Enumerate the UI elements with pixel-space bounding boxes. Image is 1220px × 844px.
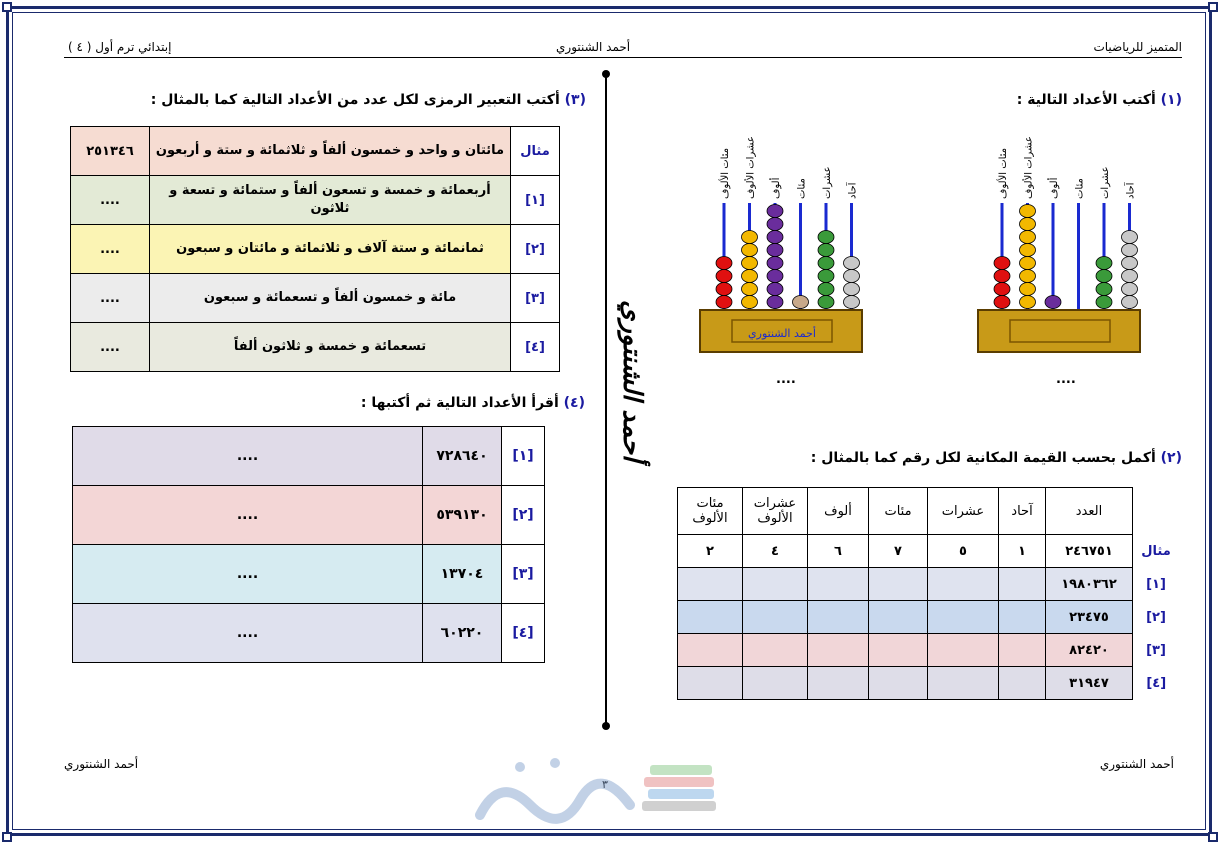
abacus-bead <box>818 270 834 283</box>
abacus-bead <box>742 296 758 309</box>
abacus-bead <box>767 218 783 231</box>
abacus-bead <box>1096 257 1112 270</box>
abacus-bead <box>767 205 783 218</box>
place-value-cell[interactable] <box>869 667 928 700</box>
abacus-bead <box>994 296 1010 309</box>
place-value-cell[interactable]: ٤ <box>743 535 808 568</box>
abacus-bead <box>1122 257 1138 270</box>
abacus-bead <box>742 257 758 270</box>
number-cell: ٧٢٨٦٤٠ <box>423 427 502 486</box>
abacus-bead <box>767 231 783 244</box>
table-row <box>71 225 560 274</box>
answer-cell[interactable]: .... <box>73 545 423 604</box>
number-words-cell: أربعمائة و خمسة و تسعون ألفاً و ستمائة و تسعة و ثلاثون <box>150 176 511 225</box>
abacus-bead <box>844 270 860 283</box>
header-left: ( ٤ ) إبتدائي ترم أول <box>68 40 172 54</box>
abacus-bead <box>1122 270 1138 283</box>
place-value-cell[interactable] <box>869 634 928 667</box>
footer-right: أحمد الشنتوري <box>1099 757 1174 771</box>
abacus-bead <box>818 283 834 296</box>
table-row <box>71 323 560 372</box>
abacus-bead <box>994 283 1010 296</box>
abacus-bead <box>742 244 758 257</box>
q3-text: أكتب التعبير الرمزى لكل عدد من الأعداد التالية كما بالمثال : <box>150 92 560 108</box>
abacus-bead <box>1020 244 1036 257</box>
q2-title <box>811 450 1182 466</box>
place-value-cell[interactable]: ٢ <box>678 535 743 568</box>
place-value-cell[interactable] <box>678 634 743 667</box>
q1-number: (١) <box>1160 92 1182 108</box>
table-row <box>71 274 560 323</box>
books-logo-watermark <box>460 745 730 830</box>
place-value-cell[interactable] <box>808 667 869 700</box>
page-number: ٣ <box>602 778 608 791</box>
row-label: [٤] <box>502 604 545 663</box>
abacus-bead <box>1020 283 1036 296</box>
place-value-cell[interactable] <box>869 568 928 601</box>
abacus-bead <box>767 270 783 283</box>
abacus-bead <box>1020 257 1036 270</box>
row-label: [١] <box>502 427 545 486</box>
answer-cell[interactable]: .... <box>71 274 150 323</box>
row-label: [١] <box>1146 576 1166 592</box>
answer-cell[interactable]: .... <box>71 225 150 274</box>
abacus-bead <box>844 283 860 296</box>
answer-cell[interactable]: .... <box>71 176 150 225</box>
place-value-cell[interactable] <box>743 601 808 634</box>
place-value-header: عشرات <box>928 488 999 535</box>
place-value-header: آحاد <box>999 488 1046 535</box>
abacus-bead <box>767 244 783 257</box>
frame-corner <box>2 832 12 842</box>
table-row <box>678 667 1180 700</box>
abacus-bead <box>1020 218 1036 231</box>
row-label: [٣] <box>502 545 545 604</box>
place-value-cell[interactable] <box>808 568 869 601</box>
row-label: [١] <box>511 176 560 225</box>
place-value-cell[interactable] <box>678 601 743 634</box>
q4-title <box>300 395 585 411</box>
abacus-rod-label: مئات <box>1074 178 1086 199</box>
answer-cell[interactable]: ٢٥١٣٤٦ <box>71 127 150 176</box>
q4-number: (٤) <box>563 395 585 411</box>
divider-dot-bottom <box>602 722 610 730</box>
abacus-bead <box>994 257 1010 270</box>
abacus-bead <box>1122 231 1138 244</box>
q1-answer-left[interactable]: .... <box>776 372 796 387</box>
row-label: مثال <box>511 127 560 176</box>
abacus-rod-label: ألوف <box>771 177 782 199</box>
place-value-cell[interactable]: ٦ <box>808 535 869 568</box>
place-value-cell[interactable] <box>999 568 1046 601</box>
place-value-cell[interactable]: ٥ <box>928 535 999 568</box>
q1-answer-right[interactable]: .... <box>1056 372 1076 387</box>
abacus-rod-label: ألوف <box>1049 177 1060 199</box>
abacus-rod-label: عشرات الألوف <box>745 136 757 199</box>
header-rule <box>64 57 1182 58</box>
header-center: أحمد الشنتوري <box>556 40 631 54</box>
q2-text: أكمل بحسب القيمة المكانية لكل رقم كما بالمثال : <box>810 450 1156 466</box>
place-value-header: ألوف <box>808 488 869 535</box>
abacus-rod-label: مئات الألوف <box>998 147 1009 199</box>
number-cell: ٦٠٢٢٠ <box>423 604 502 663</box>
row-label: [٢] <box>1146 609 1166 625</box>
place-value-cell[interactable] <box>743 634 808 667</box>
abacus-bead <box>1096 296 1112 309</box>
frame-corner <box>1208 832 1218 842</box>
answer-cell[interactable]: .... <box>71 323 150 372</box>
abacus-rod-label: آحاد <box>1125 182 1137 199</box>
place-value-cell[interactable] <box>743 568 808 601</box>
abacus-bead <box>742 270 758 283</box>
abacus-bead <box>716 270 732 283</box>
place-value-cell[interactable] <box>808 601 869 634</box>
number-words-cell: ثمانمائة و ستة آلاف و ثلاثمائة و مائتان و سبعون <box>150 225 511 274</box>
vertical-author-name: أحمد الشنتوري <box>617 300 647 462</box>
abacus-bead <box>818 257 834 270</box>
abacus-bead <box>1020 205 1036 218</box>
q2-number: (٢) <box>1160 450 1182 466</box>
place-value-header: العدد <box>1046 488 1133 535</box>
abacus-rod-label: آحاد <box>847 182 859 199</box>
place-value-number: ٣١٩٤٧ <box>1046 667 1133 700</box>
answer-cell[interactable]: .... <box>73 486 423 545</box>
abacus-bead <box>1020 296 1036 309</box>
abacus-bead <box>767 283 783 296</box>
place-value-cell[interactable] <box>999 667 1046 700</box>
abacus-rod-label: مئات الألوف <box>720 147 731 199</box>
place-value-header-spacer <box>1133 488 1180 535</box>
place-value-cell[interactable] <box>678 667 743 700</box>
abacus-bead <box>742 283 758 296</box>
abacus-rod-label: مئات <box>796 178 808 199</box>
place-value-cell[interactable] <box>678 568 743 601</box>
place-value-cell[interactable] <box>869 601 928 634</box>
abacus-bead <box>716 283 732 296</box>
place-value-number: ١٩٨٠٣٦٢ <box>1046 568 1133 601</box>
abacus-bead <box>716 257 732 270</box>
place-value-header: عشرات الألوف <box>743 488 808 535</box>
number-words-cell: تسعمائة و خمسة و ثلاثون ألفاً <box>150 323 511 372</box>
number-cell: ٥٣٩١٣٠ <box>423 486 502 545</box>
place-value-cell[interactable] <box>999 634 1046 667</box>
place-value-cell[interactable] <box>808 634 869 667</box>
place-value-cell[interactable] <box>928 568 999 601</box>
abacus-bead <box>818 296 834 309</box>
abacus-base-label: أحمد الشنتوري <box>748 327 816 340</box>
abacus-bead <box>1122 296 1138 309</box>
row-label: [٤] <box>511 323 560 372</box>
abacus-rod-label: عشرات الألوف <box>1023 136 1035 199</box>
place-value-cell[interactable] <box>928 601 999 634</box>
row-label: [٢] <box>511 225 560 274</box>
table-row <box>678 601 1180 634</box>
number-cell: ١٣٧٠٤ <box>423 545 502 604</box>
divider-dot-top <box>602 70 610 78</box>
abacus-bead <box>793 296 809 309</box>
place-value-cell[interactable]: ٧ <box>869 535 928 568</box>
frame-corner <box>2 2 12 12</box>
place-value-cell[interactable] <box>743 667 808 700</box>
place-value-header: مئات الألوف <box>678 488 743 535</box>
q3-number: (٣) <box>564 92 586 108</box>
frame-corner <box>1208 2 1218 12</box>
answer-cell[interactable]: .... <box>73 427 423 486</box>
table-row <box>71 127 560 176</box>
table-row <box>73 427 545 486</box>
center-divider <box>605 72 607 729</box>
table-row <box>678 535 1180 568</box>
abacus-bead <box>1096 283 1112 296</box>
abacus-left <box>692 125 872 355</box>
abacus-bead <box>1122 244 1138 257</box>
row-label: [٣] <box>1146 642 1166 658</box>
place-value-table <box>677 487 1180 700</box>
place-value-cell[interactable] <box>928 667 999 700</box>
table-row <box>678 634 1180 667</box>
abacus-bead <box>994 270 1010 283</box>
table-row <box>678 568 1180 601</box>
abacus-bead <box>818 244 834 257</box>
abacus-bead <box>716 296 732 309</box>
table-row <box>73 545 545 604</box>
abacus-rod-label: عشرات <box>822 166 833 199</box>
abacus-right <box>970 125 1150 355</box>
abacus-bead <box>767 257 783 270</box>
abacus-bead <box>818 231 834 244</box>
number-words-cell: مائة و خمسون ألفاً و تسعمائة و سبعون <box>150 274 511 323</box>
q1-text: أكتب الأعداد التالية : <box>1016 92 1156 108</box>
abacus-bead <box>767 296 783 309</box>
abacus-bead <box>844 296 860 309</box>
place-value-cell[interactable] <box>999 601 1046 634</box>
place-value-number: ٨٢٤٢٠ <box>1046 634 1133 667</box>
row-label: مثال <box>1141 543 1171 559</box>
abacus-bead <box>1045 296 1061 309</box>
number-words-cell: مائتان و واحد و خمسون ألفاً و ثلاثمائة و ستة و أربعون <box>150 127 511 176</box>
place-value-number: ٢٤٦٧٥١ <box>1046 535 1133 568</box>
place-value-number: ٢٣٤٧٥ <box>1046 601 1133 634</box>
place-value-header: مئات <box>869 488 928 535</box>
row-label: [٣] <box>511 274 560 323</box>
abacus-bead <box>844 257 860 270</box>
abacus-bead <box>1020 231 1036 244</box>
footer-left: أحمد الشنتوري <box>64 757 139 771</box>
read-write-table <box>72 426 545 663</box>
place-value-cell[interactable] <box>928 634 999 667</box>
abacus-bead <box>1122 283 1138 296</box>
abacus-base <box>978 310 1140 352</box>
symbolic-expression-table <box>70 126 560 372</box>
table-row <box>71 176 560 225</box>
abacus-bead <box>742 231 758 244</box>
abacus-rod-label: عشرات <box>1100 166 1111 199</box>
row-label: [٤] <box>1146 675 1167 691</box>
answer-cell[interactable]: .... <box>73 604 423 663</box>
q4-text: أقرأ الأعداد التالية ثم أكتبها : <box>360 395 559 411</box>
header-right: المتميز للرياضيات <box>1093 40 1182 54</box>
table-row <box>73 486 545 545</box>
q3-title <box>86 92 586 108</box>
q1-title <box>1017 92 1182 108</box>
place-value-cell[interactable]: ١ <box>999 535 1046 568</box>
abacus-bead <box>1096 270 1112 283</box>
abacus-bead <box>1020 270 1036 283</box>
table-row <box>73 604 545 663</box>
row-label: [٢] <box>502 486 545 545</box>
